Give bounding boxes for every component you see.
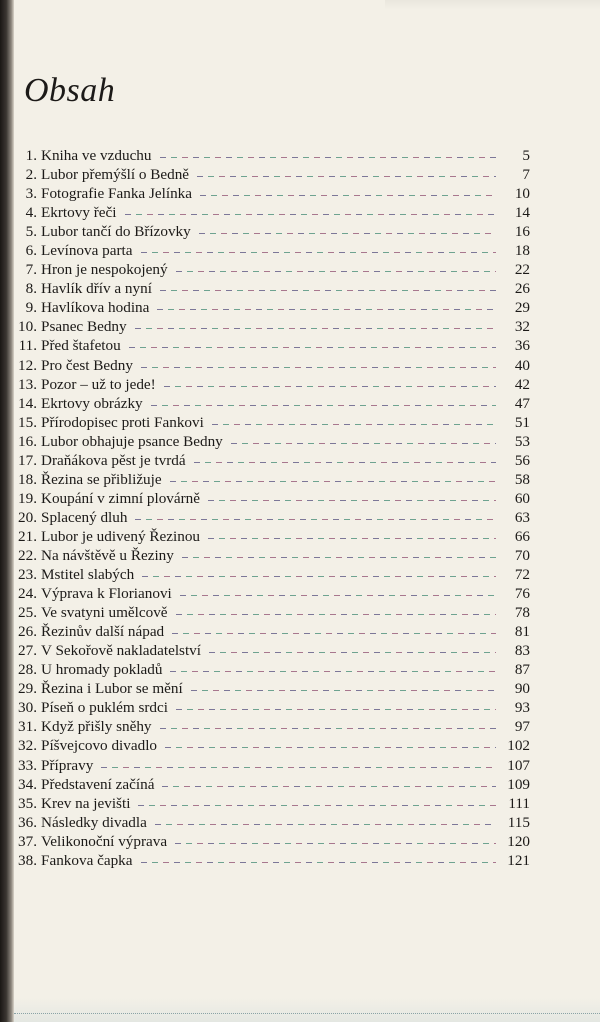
toc-entry (14, 298, 530, 317)
chapter-title: U hromady pokladů (41, 661, 163, 679)
dash-leader (175, 843, 496, 844)
chapter-number: 14. (18, 394, 37, 412)
chapter-page-number: 115 (507, 813, 530, 831)
chapter-title: Lubor obhajuje psance Bedny (41, 432, 223, 450)
chapter-page-number: 111 (508, 794, 530, 812)
chapter-number: 20. (18, 508, 37, 526)
chapter-title: Lubor přemýšlí o Bedně (41, 166, 190, 184)
chapter-number: 30. (18, 699, 37, 717)
chapter-page-number: 14 (514, 204, 530, 222)
chapter-number: 7. (25, 261, 37, 279)
chapter-title: Levínova parta (41, 242, 133, 260)
chapter-title: Před štafetou (41, 337, 121, 355)
chapter-title: Mstitel slabých (41, 566, 135, 584)
chapter-title: Následky divadla (41, 813, 147, 831)
toc-entry (14, 184, 530, 203)
toc-entry (14, 584, 530, 603)
chapter-title: Draňákova pěst je tvrdá (41, 451, 186, 469)
chapter-page-number: 40 (514, 356, 530, 374)
chapter-number: 8. (25, 280, 37, 298)
chapter-title: Řezina i Lubor se mění (41, 680, 183, 698)
dash-leader (176, 709, 496, 710)
chapter-page-number: 87 (514, 661, 530, 679)
toc-entry (14, 622, 530, 641)
dash-leader (125, 214, 497, 215)
chapter-title: Koupání v zimní plovárně (41, 489, 201, 507)
chapter-page-number: 22 (514, 261, 530, 279)
dash-leader (157, 309, 496, 310)
chapter-page-number: 5 (522, 147, 530, 164)
chapter-title: Kniha ve vzduchu (41, 147, 152, 164)
chapter-title: Psanec Bedny (41, 318, 127, 336)
toc-entry (14, 279, 530, 298)
dash-leader (176, 271, 496, 272)
chapter-title: Lubor tančí do Břízovky (41, 223, 191, 241)
chapter-title: Fotografie Fanka Jelínka (41, 185, 192, 203)
toc-entry (14, 603, 530, 622)
chapter-page-number: 16 (514, 223, 530, 241)
toc-entry (14, 546, 530, 565)
chapter-number: 21. (18, 527, 37, 545)
dash-leader (194, 462, 496, 463)
chapter-page-number: 32 (514, 318, 530, 336)
chapter-page-number: 18 (514, 242, 530, 260)
page-top-edge (385, 0, 600, 10)
chapter-title: Řezina se přibližuje (41, 470, 162, 488)
dash-leader (160, 157, 497, 158)
chapter-number: 12. (18, 356, 37, 374)
chapter-title: V Sekořově nakladatelství (41, 642, 201, 660)
chapter-number: 11. (18, 337, 37, 355)
chapter-page-number: 78 (514, 604, 530, 622)
dash-leader (180, 595, 496, 596)
chapter-number: 24. (18, 585, 37, 603)
toc-entry (14, 508, 530, 527)
toc-entry (14, 832, 530, 851)
toc-entry (14, 394, 530, 413)
chapter-page-number: 72 (514, 566, 530, 584)
chapter-title: Havlík dřív a nyní (41, 280, 152, 298)
chapter-title: Krev na jevišti (41, 794, 131, 812)
chapter-title: Přírodopisec proti Fankovi (41, 413, 204, 431)
toc-entry (14, 413, 530, 432)
dash-leader (164, 386, 496, 387)
bottom-edge-line (14, 1013, 600, 1014)
chapter-page-number: 63 (514, 508, 530, 526)
dash-leader (162, 786, 496, 787)
chapter-number: 13. (18, 375, 37, 393)
toc-entry (14, 146, 530, 165)
dash-leader (182, 557, 496, 558)
dash-leader (135, 328, 496, 329)
chapter-number: 16. (18, 432, 37, 450)
toc-entry (14, 451, 530, 470)
dash-leader (142, 576, 496, 577)
book-spine-shadow (0, 0, 14, 1022)
chapter-page-number: 56 (514, 451, 530, 469)
chapter-page-number: 120 (507, 832, 530, 850)
toc-entry (14, 203, 530, 222)
chapter-page-number: 70 (514, 546, 530, 564)
table-of-contents (14, 146, 530, 870)
toc-entry (14, 356, 530, 375)
chapter-page-number: 29 (514, 299, 530, 317)
chapter-number: 23. (18, 566, 37, 584)
chapter-number: 26. (18, 623, 37, 641)
chapter-number: 2. (25, 166, 37, 184)
dash-leader (191, 690, 496, 691)
dash-leader (141, 862, 496, 863)
chapter-title: Ekrtovy obrázky (41, 394, 143, 412)
toc-entry (14, 470, 530, 489)
toc-entry (14, 717, 530, 736)
chapter-number: 25. (18, 604, 37, 622)
toc-entry (14, 660, 530, 679)
chapter-number: 18. (18, 470, 37, 488)
dash-leader (160, 728, 496, 729)
chapter-title: Fankova čapka (41, 851, 133, 869)
dash-leader (129, 347, 496, 348)
chapter-page-number: 7 (522, 166, 530, 184)
toc-entry (14, 489, 530, 508)
chapter-title: Splacený dluh (41, 508, 128, 526)
toc-entry (14, 794, 530, 813)
chapter-title: Výprava k Florianovi (41, 585, 172, 603)
dash-leader (209, 652, 496, 653)
chapter-number: 3. (25, 185, 37, 203)
chapter-title: Přípravy (41, 756, 94, 774)
chapter-number: 19. (18, 489, 37, 507)
chapter-page-number: 51 (514, 413, 530, 431)
chapter-page-number: 121 (507, 851, 530, 869)
dash-leader (160, 290, 496, 291)
toc-entry (14, 756, 530, 775)
chapter-number: 35. (18, 794, 37, 812)
chapter-title: Píšvejcovo divadlo (41, 737, 158, 755)
toc-entry (14, 527, 530, 546)
page-title: Obsah (24, 72, 116, 109)
chapter-number: 34. (18, 775, 37, 793)
toc-entry (14, 813, 530, 832)
chapter-title: Pozor – už to jede! (41, 375, 156, 393)
chapter-number: 29. (18, 680, 37, 698)
chapter-number: 10. (18, 318, 37, 336)
chapter-number: 17. (18, 451, 37, 469)
dash-leader (197, 176, 496, 177)
toc-entry (14, 679, 530, 698)
dash-leader (138, 805, 496, 806)
chapter-title: Ve svatyni umělcově (41, 604, 168, 622)
chapter-page-number: 107 (507, 756, 530, 774)
dash-leader (141, 252, 496, 253)
chapter-title: Velikonoční výprava (41, 832, 168, 850)
chapter-number: 37. (18, 832, 37, 850)
toc-entry (14, 698, 530, 717)
dash-leader (170, 671, 496, 672)
dash-leader (135, 519, 496, 520)
toc-entry (14, 317, 530, 336)
chapter-page-number: 36 (514, 337, 530, 355)
chapter-title: Pro čest Bedny (41, 356, 133, 374)
chapter-page-number: 26 (514, 280, 530, 298)
chapter-page-number: 60 (514, 489, 530, 507)
toc-entry (14, 641, 530, 660)
toc-entry (14, 432, 530, 451)
chapter-number: 28. (18, 661, 37, 679)
page-bottom-edge (14, 998, 600, 1022)
chapter-title: Havlíkova hodina (41, 299, 150, 317)
chapter-page-number: 93 (514, 699, 530, 717)
chapter-number: 6. (25, 242, 37, 260)
chapter-page-number: 109 (507, 775, 530, 793)
chapter-number: 5. (25, 223, 37, 241)
chapter-number: 27. (18, 642, 37, 660)
chapter-number: 1. (25, 147, 37, 164)
chapter-title: Řezinův další nápad (41, 623, 165, 641)
chapter-page-number: 81 (514, 623, 530, 641)
dash-leader (208, 538, 496, 539)
toc-entry (14, 851, 530, 870)
dash-leader (155, 824, 496, 825)
chapter-number: 36. (18, 813, 37, 831)
chapter-number: 4. (25, 204, 37, 222)
chapter-page-number: 42 (514, 375, 530, 393)
toc-entry (14, 165, 530, 184)
toc-entry (14, 375, 530, 394)
chapter-title: Lubor je udivený Řezinou (41, 527, 201, 545)
chapter-page-number: 76 (514, 585, 530, 603)
chapter-title: Představení začíná (41, 775, 155, 793)
dash-leader (231, 443, 496, 444)
chapter-page-number: 66 (514, 527, 530, 545)
toc-entry (14, 565, 530, 584)
toc-entry (14, 241, 530, 260)
dash-leader (165, 747, 496, 748)
chapter-page-number: 53 (514, 432, 530, 450)
chapter-title: Na návštěvě u Řeziny (41, 546, 174, 564)
dash-leader (200, 195, 496, 196)
chapter-number: 32. (18, 737, 37, 755)
dash-leader (172, 633, 496, 634)
chapter-page-number: 97 (514, 718, 530, 736)
dash-leader (212, 424, 496, 425)
dash-leader (141, 367, 496, 368)
dash-leader (151, 405, 496, 406)
chapter-number: 9. (25, 299, 37, 317)
chapter-page-number: 58 (514, 470, 530, 488)
chapter-number: 15. (18, 413, 37, 431)
dash-leader (101, 767, 496, 768)
chapter-title: Píseň o puklém srdci (41, 699, 168, 717)
toc-entry (14, 260, 530, 279)
toc-entry (14, 336, 530, 355)
chapter-title: Ekrtovy řeči (41, 204, 117, 222)
dash-leader (199, 233, 496, 234)
chapter-page-number: 83 (514, 642, 530, 660)
chapter-page-number: 47 (514, 394, 530, 412)
toc-entry (14, 775, 530, 794)
dash-leader (176, 614, 496, 615)
chapter-number: 22. (18, 546, 37, 564)
chapter-page-number: 90 (514, 680, 530, 698)
dash-leader (208, 500, 496, 501)
chapter-title: Hron je nespokojený (41, 261, 168, 279)
chapter-number: 31. (18, 718, 37, 736)
toc-entry (14, 222, 530, 241)
chapter-title: Když přišly sněhy (41, 718, 152, 736)
chapter-page-number: 102 (507, 737, 530, 755)
toc-entry (14, 736, 530, 755)
chapter-page-number: 10 (514, 185, 530, 203)
dash-leader (170, 481, 496, 482)
chapter-number: 33. (18, 756, 37, 774)
chapter-number: 38. (18, 851, 37, 869)
